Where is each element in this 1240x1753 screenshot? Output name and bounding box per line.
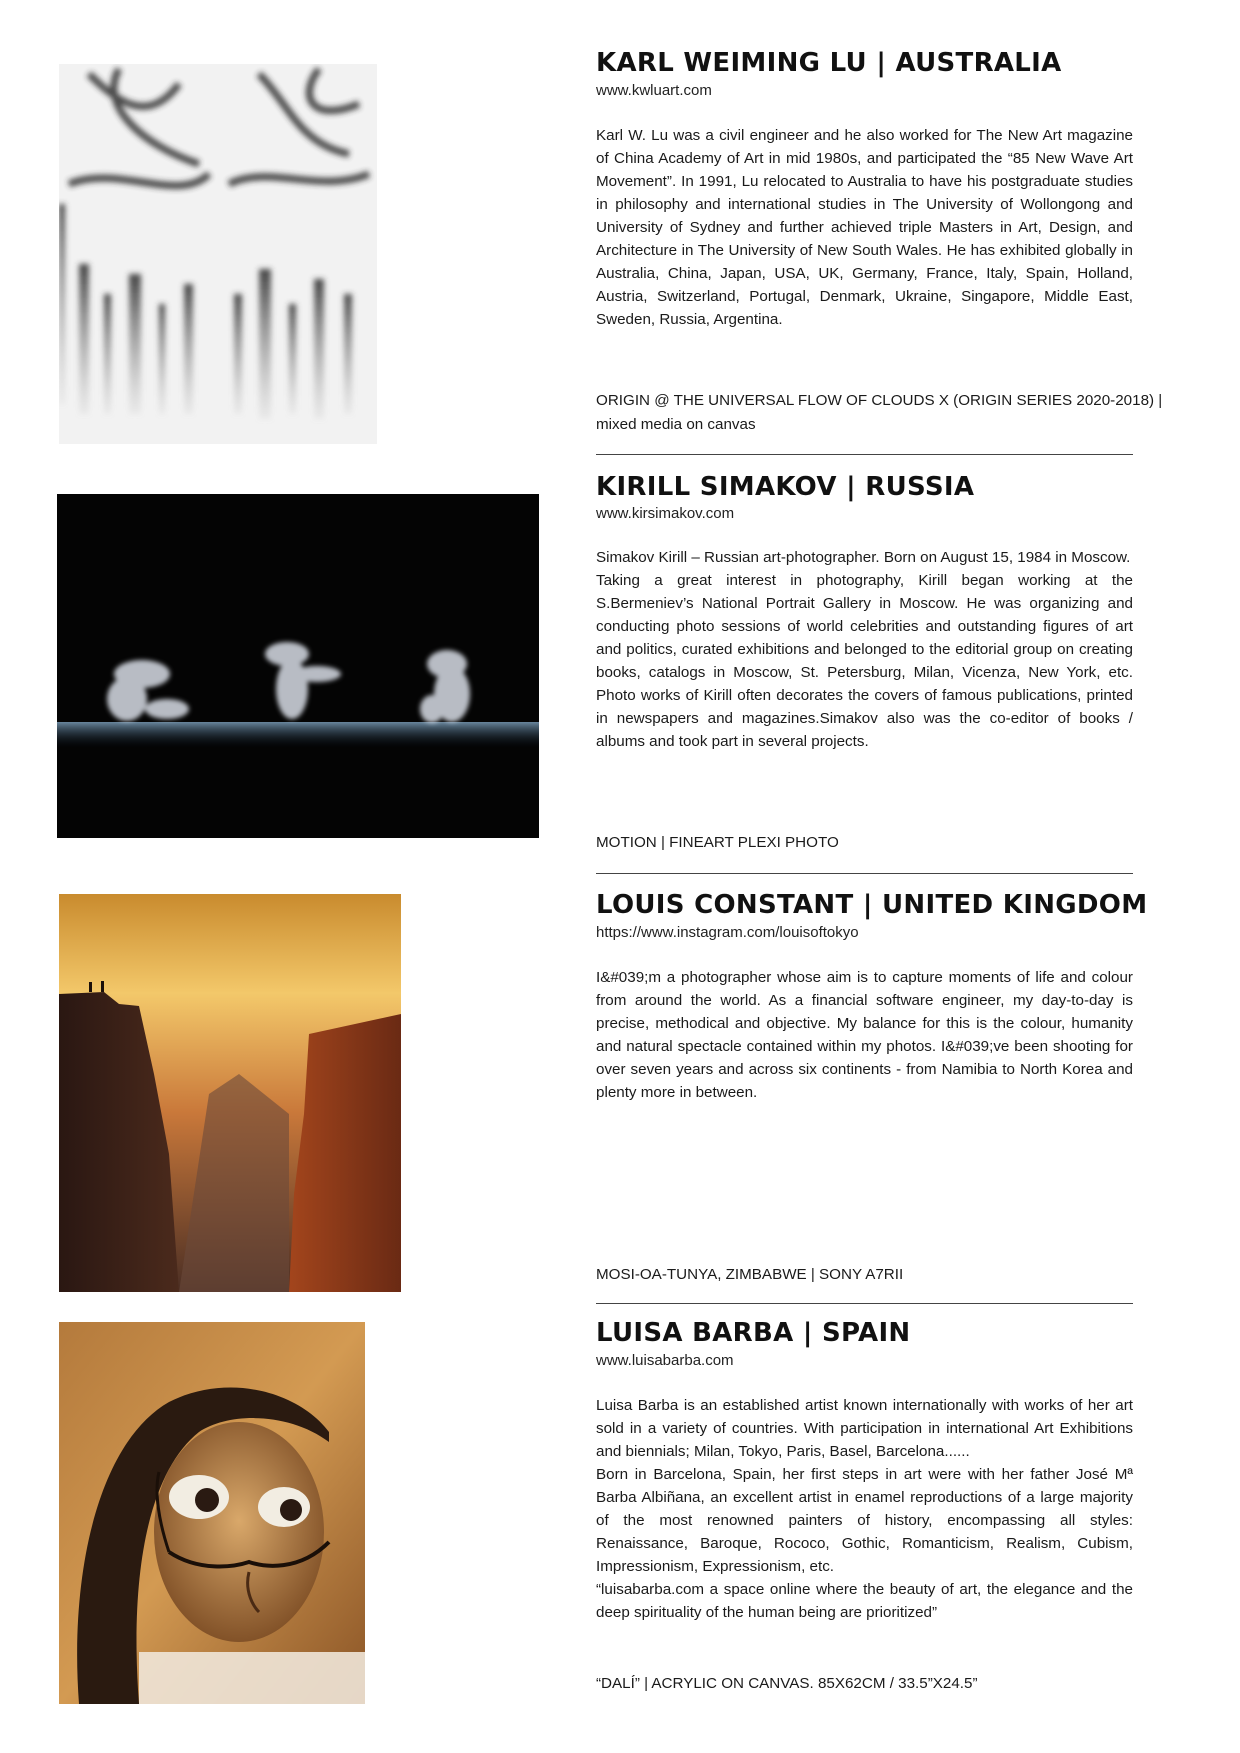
artist-website[interactable]: www.luisabarba.com <box>596 1352 734 1369</box>
artist-website[interactable]: https://www.instagram.com/louisoftokyo <box>596 924 859 941</box>
artist-name: LUISA BARBA | SPAIN <box>596 1318 911 1348</box>
artist-bio <box>596 546 1133 753</box>
artist-website[interactable]: www.kirsimakov.com <box>596 505 735 522</box>
section-divider <box>596 1303 1133 1304</box>
artwork-luisa-barba <box>59 1322 365 1704</box>
caption-medium: mixed media on canvas <box>596 416 756 433</box>
bio-paragraph: I&#039;m a photographer whose aim is to capture moments of life and colour from around the world. As a financial software engineer, my day-to-day is precise, methodical and objective. My balance for this is the colour, humanity and natural spectacle contained within my photos. I&#039;ve been shooting for over seven years and across six continents - from Namibia to North Korea and plenty more in between. <box>596 969 1133 1101</box>
artist-name: KIRILL SIMAKOV | RUSSIA <box>596 472 975 502</box>
caption-title: MOSI-OA-TUNYA, ZIMBABWE | SONY A7RII <box>596 1266 904 1283</box>
artist-name: KARL WEIMING LU | AUSTRALIA <box>596 48 1062 78</box>
artwork-caption <box>596 389 1196 437</box>
bio-paragraph: Simakov Kirill – Russian art-photographer. Born on August 15, 1984 in Moscow. <box>596 549 1131 566</box>
artwork-karl-lu <box>59 64 377 444</box>
artist-website[interactable]: www.kwluart.com <box>596 82 712 99</box>
caption-title: ORIGIN @ THE UNIVERSAL FLOW OF CLOUDS X (ORIGIN SERIES 2020-2018) | <box>596 392 1163 409</box>
artwork-kirill-simakov <box>57 494 539 838</box>
artist-bio <box>596 124 1133 331</box>
artist-bio <box>596 1394 1133 1624</box>
bio-paragraph: Luisa Barba is an established artist known internationally with works of her art sold in a variety of countries. With participation in international Art Exhibitions and biennials; Milan, Tokyo, Paris, Basel, Barcelona...... <box>596 1397 1133 1460</box>
artwork-louis-constant <box>59 894 401 1292</box>
artwork-caption <box>596 831 1196 855</box>
bio-paragraph: Born in Barcelona, Spain, her first steps in art were with her father José Mª Barba Albiñana, an excellent artist in enamel reproductions of a large majority of the most renowned painters of history, encompassing all styles: Renaissance, Baroque, Rococo, Gothic, Romanticism, Realism, Cubism, Impressionism, Expressionism, etc. <box>596 1466 1133 1575</box>
section-divider <box>596 454 1133 455</box>
bio-paragraph: Karl W. Lu was a civil engineer and he also worked for The New Art magazine of China Academy of Art in mid 1980s, and participated the “85 New Wave Art Movement”. In 1991, Lu relocated to Australia to have his postgraduate studies in philosophy and international studies in The University of Wollongong and University of Sydney and further achieved triple Masters in Art, Design, and Architecture in The University of New South Wales. He has exhibited globally in Australia, China, Japan, USA, UK, Germany, France, Italy, Spain, Holland, Austria, Switzerland, Portugal, Denmark, Ukraine, Singapore, Middle East, Sweden, Russia, Argentina. <box>596 127 1133 328</box>
bio-paragraph: “luisabarba.com a space online where the beauty of art, the elegance and the deep spirituality of the human being are prioritized” <box>596 1581 1133 1621</box>
artwork-caption <box>596 1672 1196 1696</box>
artist-name: LOUIS CONSTANT | UNITED KINGDOM <box>596 890 1148 920</box>
artist-bio <box>596 966 1133 1104</box>
artwork-caption <box>596 1263 1196 1287</box>
section-divider <box>596 873 1133 874</box>
bio-paragraph: Taking a great interest in photography, Kirill began working at the S.Bermeniev’s National Portrait Gallery in Moscow. He was organizing and conducting photo sessions of world celebrities and outstanding figures of art and politics, curated exhibitions and belonged to the editorial group on creating books, catalogs in Moscow, St. Petersburg, Milan, Vicenza, New York, etc. Photo works of Kirill often decorates the covers of famous publications, printed in newspapers and magazines.Simakov also was the co-editor of books / albums and took part in several projects. <box>596 572 1133 750</box>
caption-title: “DALÍ” | ACRYLIC ON CANVAS. 85X62CM / 33.5”X24.5” <box>596 1675 978 1692</box>
caption-title: MOTION | FINEART PLEXI PHOTO <box>596 834 839 851</box>
